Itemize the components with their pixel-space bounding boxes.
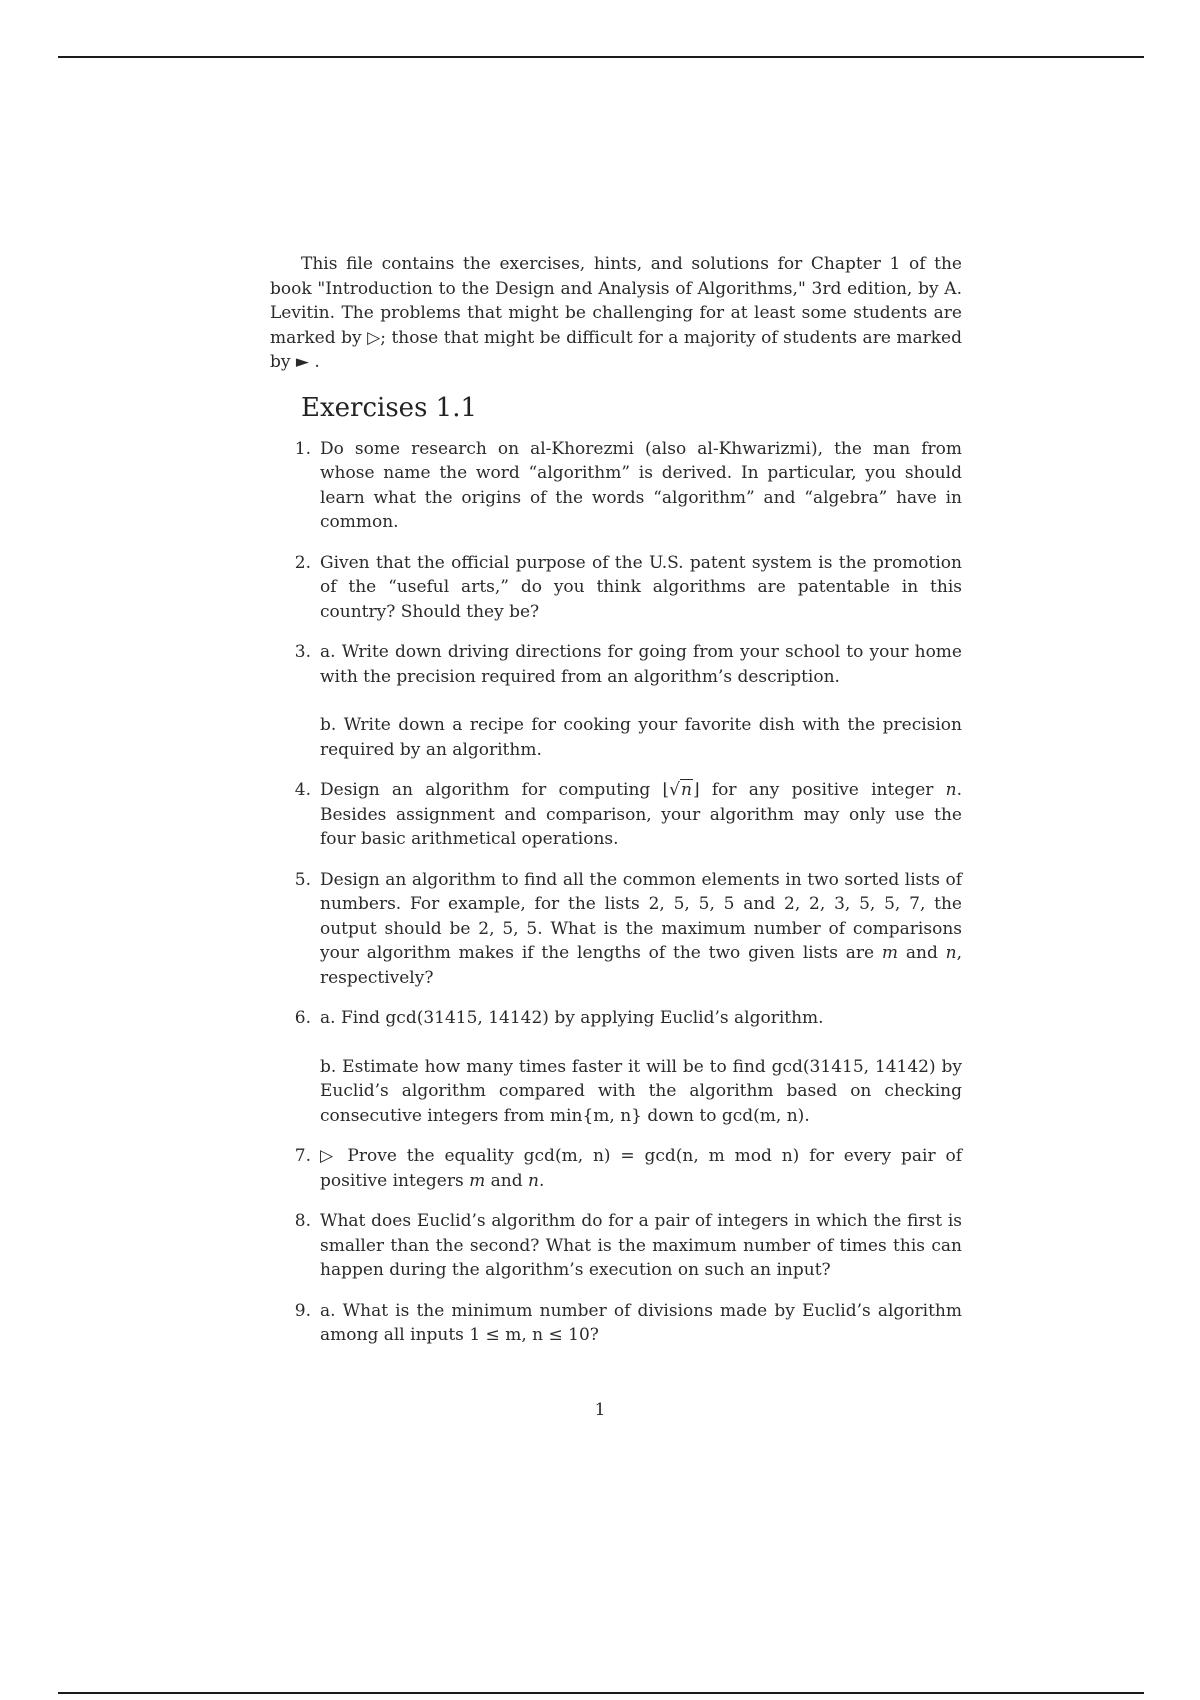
exercise-part-a: a. Find gcd(31415, 14142) by applying Euclid’s algorithm. [320, 1008, 824, 1028]
exercise-part-b: b. Estimate how many times faster it will be to find gcd(31415, 14142) by Euclid’s algorithm compared with the algorithm based on checking consecutive integers from min{m, n} down to gcd(m, n). [320, 1056, 962, 1126]
exercise-number: 7. [294, 1146, 311, 1166]
exercise-number: 5. [294, 869, 311, 890]
exercise-2 [270, 551, 962, 625]
exercise-text: Design an algorithm to find all the common elements in two sorted lists of numbers. For example, for the lists 2, 5, 5, 5 and 2, 2, 3, 5, 5, 7, the output should be 2, 5, 5. What is the maximum number of comparisons your algorithm makes if the lengths of the two given lists are m and n, respectively? [320, 869, 962, 988]
hollow-triangle-icon: ▷ [320, 1146, 338, 1166]
page-content [270, 252, 962, 1364]
exercise-number: 4. [294, 780, 311, 800]
exercise-number: 8. [294, 1211, 311, 1231]
top-rule [58, 56, 1144, 58]
section-heading: Exercises 1.1 [301, 392, 478, 423]
exercise-7 [270, 1144, 962, 1193]
floor-sqrt-formula: ⌊√n⌋ [662, 780, 700, 800]
exercise-number: 1. [294, 438, 311, 459]
exercise-text: Do some research on al-Khorezmi (also al-Khwarizmi), the man from whose name the word “algorithm” is derived. In particular, you should learn what the origins of the words “algorithm” and “algebra” have in common. [320, 438, 962, 532]
gcd-equality-formula: gcd(m, n) = gcd(n, m mod n) [523, 1146, 800, 1166]
exercise-text: Given that the official purpose of the U.S. patent system is the promotion of the “useful arts,” do you think algorithms are patentable in this country? Should they be? [320, 552, 962, 622]
page-number: 1 [594, 1400, 606, 1420]
exercise-text: What does Euclid’s algorithm do for a pair of integers in which the first is smaller than the second? What is the maximum number of times this can happen during the algorithm’s execution on such an input? [320, 1211, 962, 1280]
exercise-6 [270, 1006, 962, 1128]
exercise-text: ▷ Prove the equality gcd(m, n) = gcd(n, m mod n) for every pair of positive integers m and n. [320, 1146, 963, 1191]
exercise-number: 9. [294, 1300, 311, 1321]
exercise-part-b: b. Write down a recipe for cooking your favorite dish with the precision required by an algorithm. [320, 715, 962, 760]
exercise-number: 6. [294, 1008, 311, 1028]
exercise-text: Design an algorithm for computing ⌊√n⌋ for any positive integer n. Besides assignment and comparison, your algorithm may only use the four basic arithmetical operations. [320, 780, 963, 849]
exercise-5 [270, 868, 962, 991]
intro-paragraph: This file contains the exercises, hints, and solutions for Chapter 1 of the book "Introduction to the Design and Analysis of Algorithms," 3rd edition, by A. Levitin. The problems that might be challenging for at least some students are marked by ▷; those that might be difficult for a majority of students are marked by ► . [270, 254, 962, 372]
solid-triangle-icon: ► [295, 352, 309, 372]
exercise-number: 3. [294, 642, 311, 662]
exercise-4 [270, 778, 962, 852]
sqrt-icon: √ [669, 780, 681, 800]
exercise-text: a. What is the minimum number of divisions made by Euclid’s algorithm among all inputs 1 ≤ m, n ≤ 10? [320, 1300, 962, 1345]
exercise-list [270, 437, 962, 1348]
inequality-formula: 1 ≤ m, n ≤ 10 [469, 1325, 590, 1345]
exercise-8 [270, 1209, 962, 1283]
bottom-rule [58, 1692, 1144, 1694]
exercise-part-a: a. Write down driving directions for going from your school to your home with the precision required from an algorithm’s description. [320, 642, 962, 687]
gcd-formula: gcd(m, n) [721, 1105, 805, 1126]
exercise-9 [270, 1299, 962, 1348]
min-formula: min{m, n} [549, 1105, 642, 1126]
exercise-number: 2. [294, 552, 311, 573]
exercise-1 [270, 437, 962, 535]
hollow-triangle-icon: ▷ [367, 327, 381, 348]
exercise-3 [270, 640, 962, 762]
